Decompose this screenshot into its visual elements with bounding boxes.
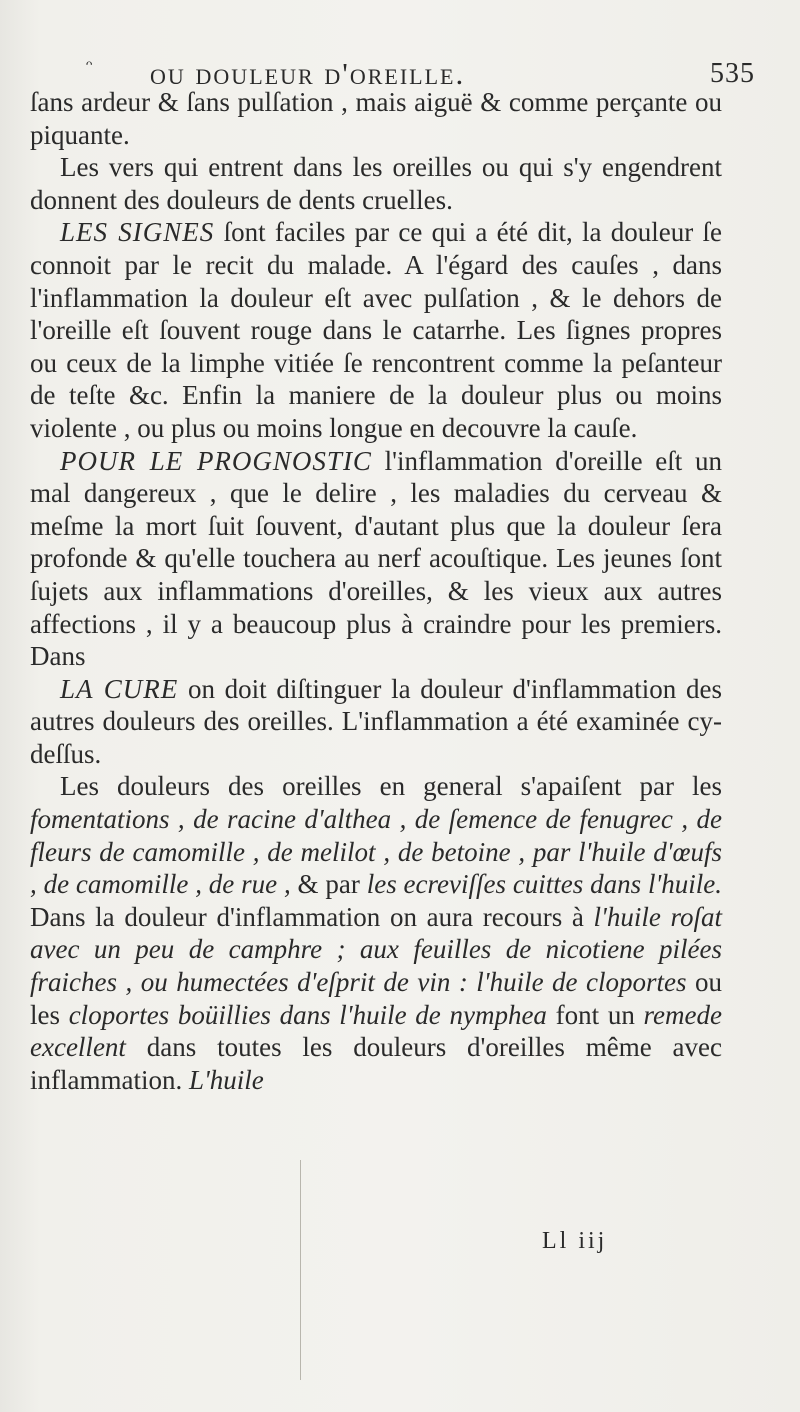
- section-heading-signes: LES SIGNES: [60, 217, 215, 248]
- remedies-text-k: dans toutes les douleurs d'oreilles même avec inflammation.: [30, 1032, 722, 1095]
- remedies-text-c: & par: [290, 869, 367, 900]
- remedies-italic-h: cloportes boüillies dans l'huile de nymphea: [68, 999, 547, 1030]
- remedies-italic-l: L'huile: [188, 1064, 264, 1095]
- paragraph-remedies: [30, 770, 722, 1096]
- header-ornament: ᵔ: [86, 54, 93, 79]
- signature-mark: Ll iij: [542, 1228, 608, 1254]
- paragraph-signes-text: ſont faciles par ce qui a été dit, la douleur ſe connoit par le recit du malade. A l'égard des cauſes , dans l'inflammation la douleur eſt avec pulſation , & le dehors de l'oreille eſt ſouvent rouge dans le catarrhe. Les ſignes propres ou ceux de la limphe vitiée ſe rencontrent comme la peſanteur de teſte &c. Enfin la maniere de la douleur plus ou moins violente , ou plus ou moins longue en decouvre la cauſe.: [30, 217, 723, 443]
- paragraph-cure-text: on doit diſtinguer la douleur d'inflammation des autres douleurs des oreilles. L'inflammation a été examinée cy-deſſus.: [30, 673, 722, 769]
- paragraph-cure: [30, 673, 722, 771]
- remedies-text-e: Dans la douleur d'inflammation on aura recours à: [30, 901, 594, 932]
- section-heading-cure: LA CURE: [60, 673, 179, 704]
- remedies-italic-d: les ecreviſſes cuittes dans l'huile.: [366, 869, 722, 900]
- paragraph-signes: [30, 216, 722, 444]
- remedies-text-g: ou les: [30, 967, 723, 1030]
- paragraph-prognostic-text: l'inflammation d'oreille eſt un mal dangereux , que le delire , les maladies du cerveau & meſme la mort ſuit ſouvent, d'autant plus que la douleur ſera profonde & qu'elle touchera au nerf acouſtique. Les jeunes ſont ſujets aux inflammations d'oreilles, & les vieux aux autres affections , il y a beaucoup plus à craindre pour les premiers. Dans: [30, 445, 722, 672]
- page-number: 535: [710, 58, 755, 89]
- remedies-italic-f: l'huile roſat avec un peu de camphre ; aux feuilles de nicotiene pilées fraiches , ou humectées d'eſprit de vin : l'huile de cloportes: [30, 901, 722, 998]
- paper-fold-line: [300, 1160, 305, 1380]
- remedies-italic-j: remede excellent: [30, 999, 722, 1063]
- body-text: [30, 86, 722, 1096]
- remedies-italic-b: fomentations , de racine d'althea , de ſemence de fenugrec , de fleurs de camomille , de melilot , de betoine , par l'huile d'œufs , de camomille , de rue ,: [30, 804, 722, 900]
- remedies-text-i: font un: [546, 999, 644, 1030]
- remedies-text-a: Les douleurs des oreilles en general s'apaiſent par les: [60, 771, 722, 802]
- paragraph-2: Les vers qui entrent dans les oreilles ou qui s'y engendrent donnent des douleurs de dents cruelles.: [30, 152, 722, 215]
- paragraph-prognostic: [30, 445, 722, 673]
- section-heading-prognostic: POUR LE PROGNOSTIC: [60, 445, 372, 476]
- header-title: ou douleur d'oreille.: [150, 56, 466, 91]
- paragraph-1: ſans ardeur & ſans pulſation , mais aiguë & comme perçante ou piquante.: [30, 87, 722, 150]
